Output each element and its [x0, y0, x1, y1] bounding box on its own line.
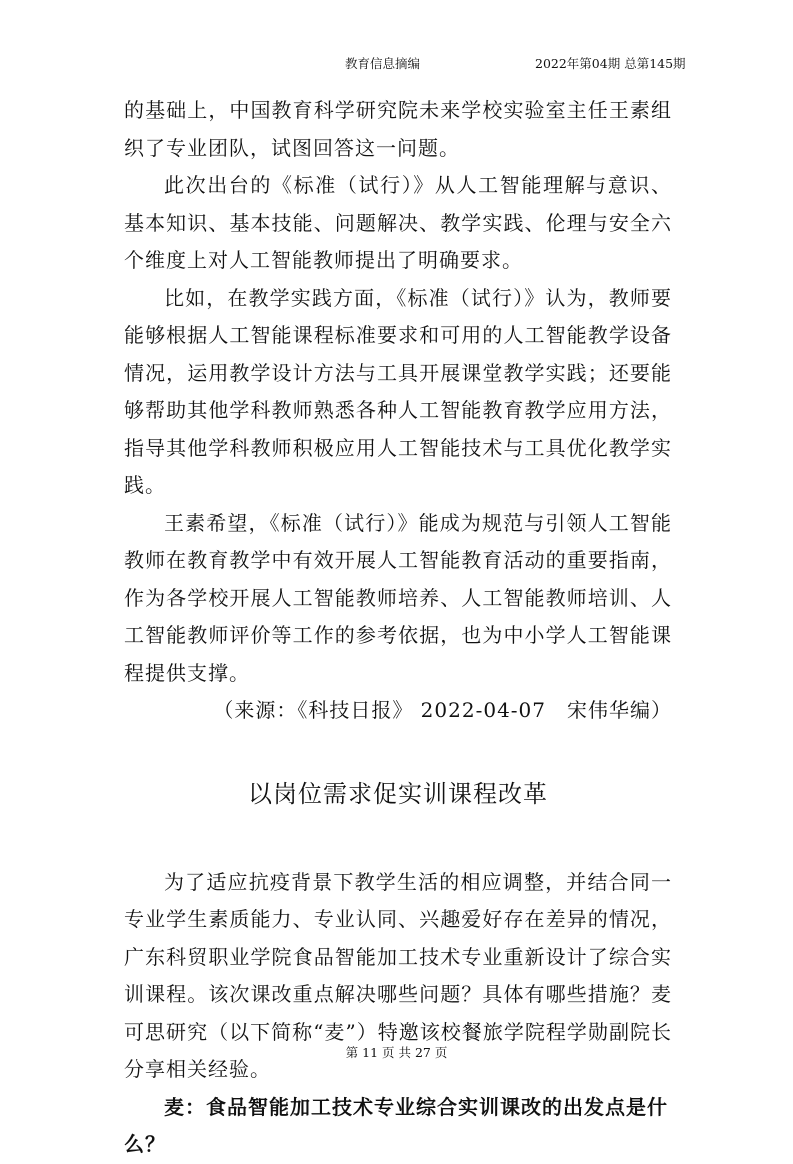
page-number: 第 11 页 共 27 页 [345, 1045, 448, 1060]
article1-paragraph-1: 的基础上，中国教育科学研究院未来学校实验室主任王素组织了专业团队，试图回答这一问题。 [124, 98, 672, 160]
article2-paragraph-1: 为了适应抗疫背景下教学生活的相应调整，并结合同一专业学生素质能力、专业认同、兴趣爱好存在差异的情况，广东科贸职业学院食品智能加工技术专业重新设计了综合实训课程。该次课改重点解决哪些问题？具体有哪些措施？麦可思研究（以下简称“麦”）特邀该校餐旅学院程学勋副院长分享相关经验。 [124, 869, 672, 1081]
page-content [124, 92, 672, 1164]
publication-name: 教育信息摘编 [345, 56, 421, 71]
page-header [0, 54, 793, 74]
article1-paragraph-2: 此次出台的《标准（试行）》从人工智能理解与意识、基本知识、基本技能、问题解决、教学实践、伦理与安全六个维度上对人工智能教师提出了明确要求。 [124, 173, 672, 272]
article1-source: （来源：《科技日报》 2022-04-07 宋伟华编） [213, 698, 672, 722]
article1-paragraph-3: 比如，在教学实践方面，《标准（试行）》认为，教师要能够根据人工智能课程标准要求和可用的人工智能教学设备情况，运用教学设计方法与工具开展课堂教学实践；还要能够帮助其他学科教师熟悉各种人工智能教育教学应用方法，指导其他学科教师积极应用人工智能技术与工具优化教学实践。 [124, 285, 672, 497]
article2-question-1: 麦：食品智能加工技术专业综合实训课改的出发点是什么？ [124, 1094, 668, 1156]
article1-paragraph-4: 王素希望，《标准（试行）》能成为规范与引领人工智能教师在教育教学中有效开展人工智能教育活动的重要指南，作为各学校开展人工智能教师培养、人工智能教师培训、人工智能教师评价等工作的参考依据，也为中小学人工智能课程提供支撑。 [124, 510, 672, 685]
issue-number: 2022年第04期 总第145期 [535, 56, 686, 71]
article2-title: 以岗位需求促实训课程改革 [248, 779, 548, 808]
